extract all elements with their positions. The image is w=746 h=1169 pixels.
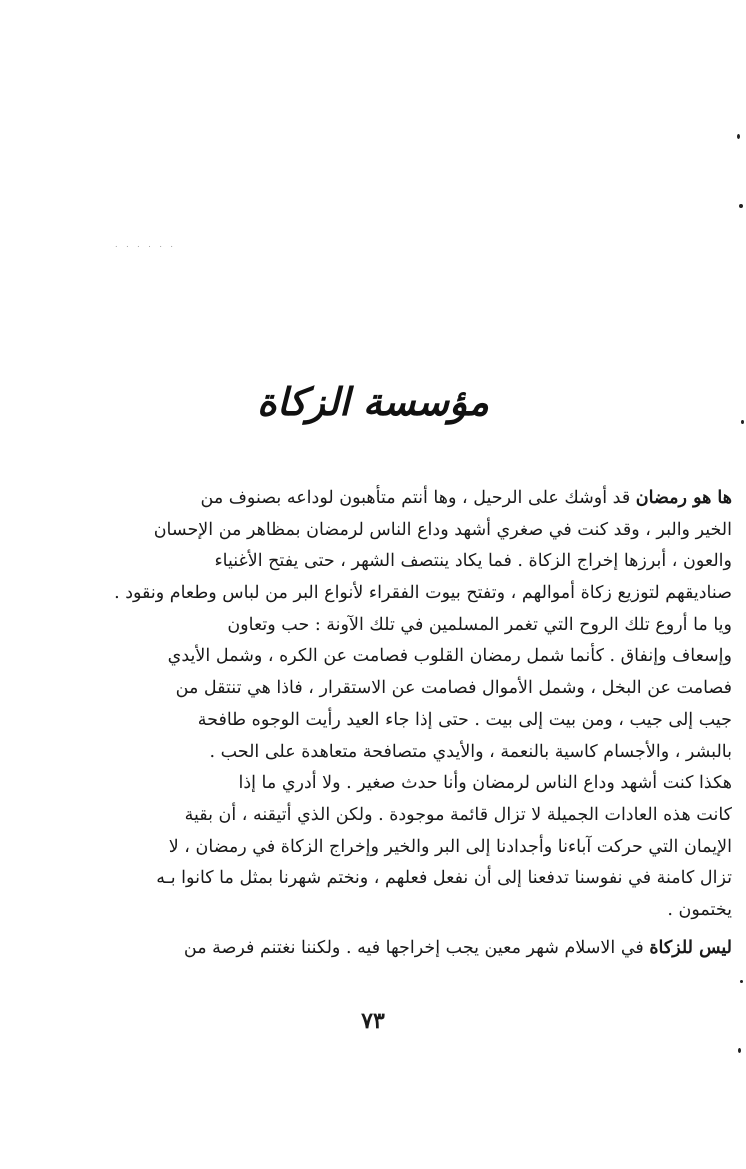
- paragraph-2-line-1: ويا ما أروع تلك الروح التي تغمر المسلمين في تلك الآونة : حب وتعاون: [227, 614, 732, 635]
- paragraph-4-line-1: [100, 933, 732, 965]
- paragraph-2-line-2: وإسعاف وإنفاق . كأنما شمل رمضان القلوب فصامت عن الكره ، وشمل الأيدي: [167, 646, 732, 667]
- page-number: ٧٣: [361, 1008, 385, 1034]
- paragraph-4-lead: ليس للزكاة: [649, 937, 732, 958]
- paragraph-1: [100, 483, 732, 610]
- paragraph-4: [100, 933, 732, 965]
- scan-speck: [741, 420, 744, 424]
- paragraph-2-line-5: بالبشر ، والأجسام كاسية بالنعمة ، والأيدي متصافحة متعاهدة على الحب .: [209, 741, 732, 762]
- paragraph-3: [100, 768, 732, 926]
- paragraph-3-line-3: الإيمان التي حركت آباءنا وأجدادنا إلى البر والخير وإخراج الزكاة في رمضان ، لا: [168, 836, 732, 857]
- page-title: مؤسسة الزكاة: [256, 380, 489, 424]
- paragraph-1-line-1-text: قد أوشك على الرحيل ، وها أنتم متأهبون لوداعه بصنوف من: [200, 488, 631, 508]
- paragraph-3-line-2: كانت هذه العادات الجميلة لا تزال قائمة موجودة . ولكن الذي أتيقنه ، أن بقية: [184, 804, 732, 825]
- scan-speck: [739, 204, 743, 208]
- paragraph-4-line-1-text: في الاسلام شهر معين يجب إخراجها فيه . ولكننا نغتنم فرصة من: [183, 937, 644, 958]
- paragraph-2-line-4: جيب إلى جيب ، ومن بيت إلى بيت . حتى إذا جاء العيد رأيت الوجوه طافحة: [197, 709, 732, 730]
- scan-speck: [737, 134, 740, 139]
- scan-speck: [738, 1048, 741, 1053]
- scan-speck: [740, 980, 743, 983]
- paragraph-1-lead: ها هو رمضان: [635, 488, 732, 508]
- paragraph-3-line-1: هكذا كنت أشهد وداع الناس لرمضان وأنا حدث صغير . ولا أدري ما إذا: [238, 773, 732, 794]
- paragraph-1-line-3: والعون ، أبرزها إخراج الزكاة . فما يكاد ينتصف الشهر ، حتى يفتح الأغنياء: [214, 551, 732, 572]
- paragraph-3-line-4: تزال كامنة في نفوسنا تدفعنا إلى أن نفعل فعلهم ، ونختم شهرنا بمثل ما كانوا بـه: [156, 868, 732, 889]
- paragraph-1-line-1: [100, 483, 732, 515]
- paragraph-2: [100, 610, 732, 768]
- paragraph-1-line-4: صناديقهم لتوزيع زكاة أموالهم ، وتفتح بيوت الفقراء لأنواع البر من لباس وطعام ونقود .: [114, 583, 732, 604]
- paragraph-2-line-3: فصامت عن البخل ، وشمل الأموال فصامت عن الاستقرار ، فاذا هي تنتقل من: [175, 678, 732, 699]
- body-text: [100, 483, 732, 964]
- paragraph-3-line-5: يختمون .: [667, 899, 732, 920]
- paragraph-1-line-2: الخير والبر ، وقد كنت في صغري أشهد وداع الناس لرمضان بمظاهر من الإحسان: [153, 519, 732, 540]
- scan-dots: . . . . . .: [115, 240, 176, 249]
